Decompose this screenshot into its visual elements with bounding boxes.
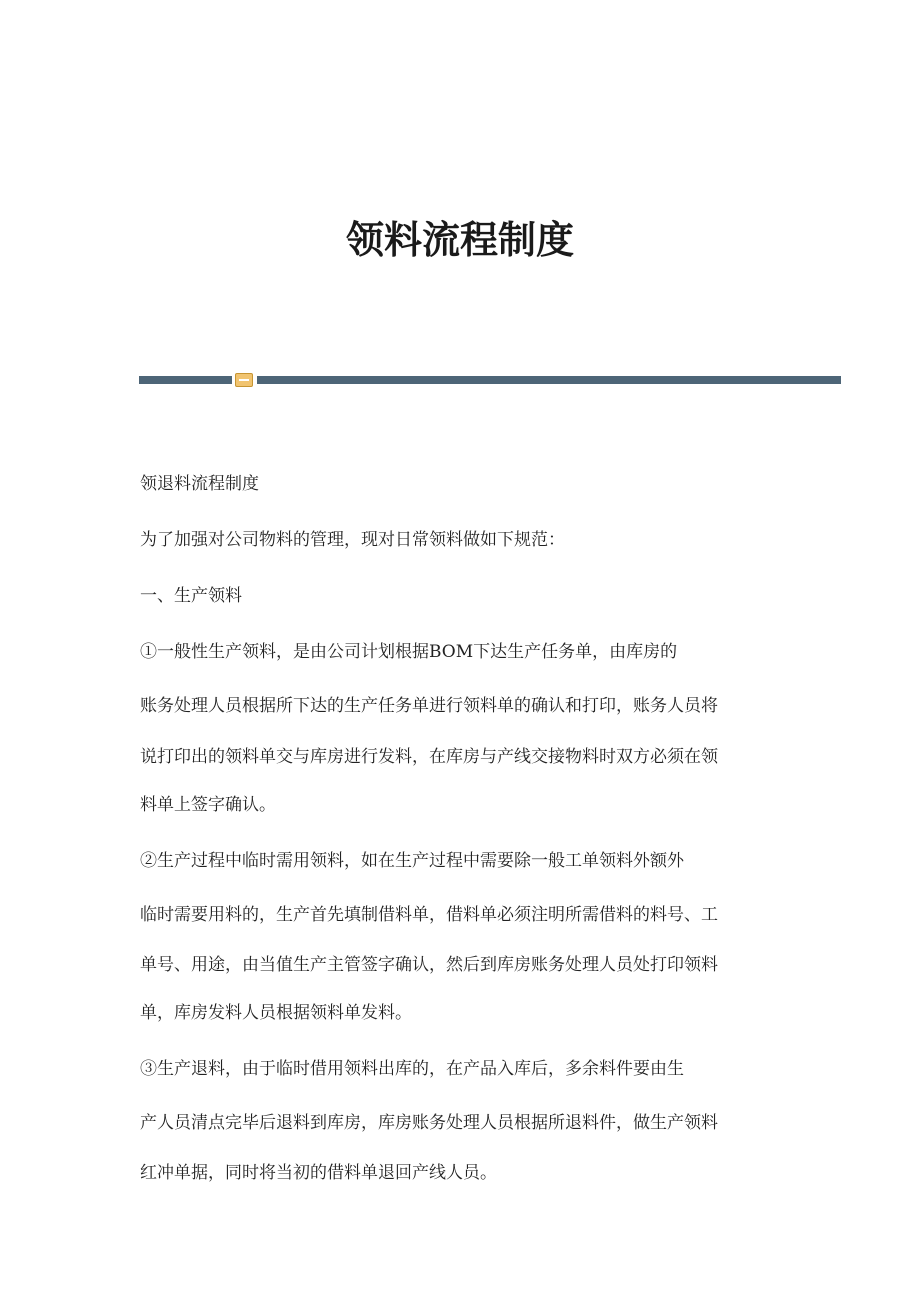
divider-bar-right: [257, 376, 841, 384]
paragraph-3-line-1: ③生产退料，由于临时借用领料出库的，在产品入库后，多余料件要由生: [140, 1059, 684, 1079]
title-divider: [139, 373, 841, 387]
paragraph-2-line-2: 临时需要用料的，生产首先填制借料单，借料单必须注明所需借料的料号、工: [140, 905, 718, 925]
paragraph-1-line-2: 账务处理人员根据所下达的生产任务单进行领料单的确认和打印，账务人员将: [140, 696, 718, 716]
paragraph-1-line-1: ①一般性生产领料，是由公司计划根据BOM下达生产任务单，由库房的: [140, 642, 678, 662]
paragraph-1-line-3: 说打印出的领料单交与库房进行发料，在库房与产线交接物料时双方必须在领: [140, 747, 718, 767]
paragraph-3-line-2: 产人员清点完毕后退料到库房，库房账务处理人员根据所退料件，做生产领料: [140, 1113, 718, 1133]
sub-heading-production: 一、生产领料: [140, 586, 242, 606]
intro-paragraph: 为了加强对公司物料的管理，现对日常领料做如下规范：: [140, 530, 565, 550]
paragraph-1-line-4: 料单上签字确认。: [140, 795, 276, 815]
paragraph-2-line-4: 单，库房发料人员根据领料单发料。: [140, 1003, 412, 1023]
divider-bar-left: [139, 376, 232, 384]
paragraph-2-line-1: ②生产过程中临时需用领料，如在生产过程中需要除一般工单领料外额外: [140, 851, 684, 871]
section-heading: 领退料流程制度: [140, 474, 259, 494]
paragraph-3-line-3: 红冲单据，同时将当初的借料单退回产线人员。: [140, 1163, 497, 1183]
divider-emblem-icon: [235, 373, 253, 387]
document-title: 领料流程制度: [345, 217, 574, 262]
paragraph-2-line-3: 单号、用途，由当值生产主管签字确认，然后到库房账务处理人员处打印领料: [140, 955, 718, 975]
